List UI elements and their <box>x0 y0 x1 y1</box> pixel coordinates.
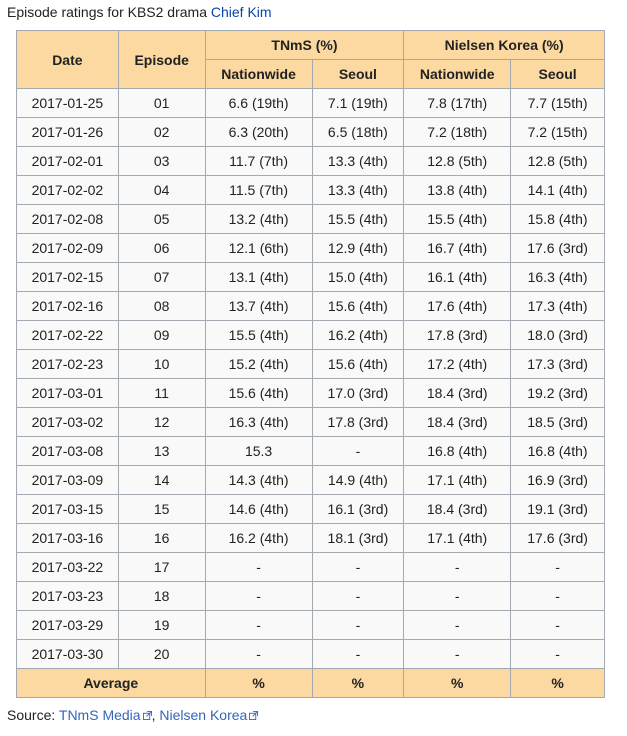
cell-date: 2017-03-01 <box>17 379 119 408</box>
cell-date: 2017-02-22 <box>17 321 119 350</box>
cell-episode: 18 <box>118 582 205 611</box>
cell-tnms-nationwide: 15.6 (4th) <box>205 379 312 408</box>
cell-nielsen-nationwide: - <box>404 640 511 669</box>
cell-tnms-seoul: 16.2 (4th) <box>312 321 404 350</box>
cell-tnms-seoul: 16.1 (3rd) <box>312 495 404 524</box>
cell-nielsen-seoul: 19.2 (3rd) <box>511 379 605 408</box>
cell-tnms-seoul: - <box>312 640 404 669</box>
cell-nielsen-nationwide: - <box>404 582 511 611</box>
source-separator: , <box>151 707 160 723</box>
cell-nielsen-seoul: 15.8 (4th) <box>511 205 605 234</box>
cell-tnms-seoul: 14.9 (4th) <box>312 466 404 495</box>
cell-date: 2017-03-02 <box>17 408 119 437</box>
cell-tnms-seoul: 17.8 (3rd) <box>312 408 404 437</box>
cell-nielsen-nationwide: 18.4 (3rd) <box>404 379 511 408</box>
cell-date: 2017-03-15 <box>17 495 119 524</box>
table-row <box>17 350 605 379</box>
cell-nielsen-seoul: - <box>511 611 605 640</box>
cell-episode: 09 <box>118 321 205 350</box>
table-row <box>17 611 605 640</box>
cell-tnms-nationwide: 13.2 (4th) <box>205 205 312 234</box>
cell-nielsen-nationwide: 16.1 (4th) <box>404 263 511 292</box>
cell-episode: 08 <box>118 292 205 321</box>
cell-nielsen-nationwide: 17.1 (4th) <box>404 466 511 495</box>
cell-tnms-seoul: 17.0 (3rd) <box>312 379 404 408</box>
cell-tnms-nationwide: 11.7 (7th) <box>205 147 312 176</box>
cell-nielsen-nationwide: 16.8 (4th) <box>404 437 511 466</box>
table-row <box>17 466 605 495</box>
cell-episode: 17 <box>118 553 205 582</box>
header-row-top <box>17 31 605 60</box>
cell-nielsen-nationwide: - <box>404 611 511 640</box>
cell-date: 2017-02-15 <box>17 263 119 292</box>
cell-tnms-seoul: 13.3 (4th) <box>312 147 404 176</box>
cell-tnms-nationwide: 16.3 (4th) <box>205 408 312 437</box>
cell-date: 2017-02-09 <box>17 234 119 263</box>
table-row <box>17 234 605 263</box>
cell-nielsen-nationwide: - <box>404 553 511 582</box>
source-link-nielsen[interactable] <box>159 707 258 723</box>
cell-nielsen-seoul: 7.2 (15th) <box>511 118 605 147</box>
cell-date: 2017-03-22 <box>17 553 119 582</box>
cell-tnms-seoul: 18.1 (3rd) <box>312 524 404 553</box>
table-row <box>17 176 605 205</box>
ratings-table <box>16 30 605 698</box>
cell-tnms-nationwide: 11.5 (7th) <box>205 176 312 205</box>
cell-date: 2017-02-23 <box>17 350 119 379</box>
cell-tnms-seoul: - <box>312 437 404 466</box>
cell-date: 2017-03-16 <box>17 524 119 553</box>
table-row <box>17 408 605 437</box>
cell-nielsen-seoul: - <box>511 553 605 582</box>
caption-prefix: Episode ratings for KBS2 drama <box>7 4 211 20</box>
cell-nielsen-seoul: 19.1 (3rd) <box>511 495 605 524</box>
header-nielsen-seoul: Seoul <box>511 60 605 89</box>
cell-tnms-seoul: 15.6 (4th) <box>312 292 404 321</box>
cell-episode: 11 <box>118 379 205 408</box>
cell-episode: 01 <box>118 89 205 118</box>
cell-episode: 19 <box>118 611 205 640</box>
source-link-tnms-label: TNmS Media <box>58 707 141 723</box>
cell-tnms-seoul: 15.6 (4th) <box>312 350 404 379</box>
table-row <box>17 553 605 582</box>
cell-episode: 20 <box>118 640 205 669</box>
table-caption <box>7 4 272 20</box>
cell-tnms-seoul: - <box>312 611 404 640</box>
cell-episode: 07 <box>118 263 205 292</box>
cell-nielsen-nationwide: 16.7 (4th) <box>404 234 511 263</box>
table-row <box>17 292 605 321</box>
table-row <box>17 582 605 611</box>
table-row <box>17 89 605 118</box>
cell-date: 2017-03-23 <box>17 582 119 611</box>
cell-tnms-nationwide: 13.7 (4th) <box>205 292 312 321</box>
cell-episode: 06 <box>118 234 205 263</box>
cell-date: 2017-01-25 <box>17 89 119 118</box>
cell-nielsen-seoul: 16.3 (4th) <box>511 263 605 292</box>
cell-tnms-nationwide: 12.1 (6th) <box>205 234 312 263</box>
cell-tnms-seoul: 15.5 (4th) <box>312 205 404 234</box>
cell-nielsen-nationwide: 17.8 (3rd) <box>404 321 511 350</box>
table-row <box>17 321 605 350</box>
cell-date: 2017-02-08 <box>17 205 119 234</box>
cell-date: 2017-02-16 <box>17 292 119 321</box>
table-row <box>17 495 605 524</box>
cell-tnms-seoul: 15.0 (4th) <box>312 263 404 292</box>
cell-nielsen-seoul: - <box>511 582 605 611</box>
cell-tnms-nationwide: 15.2 (4th) <box>205 350 312 379</box>
table-row <box>17 524 605 553</box>
table-row <box>17 263 605 292</box>
cell-episode: 03 <box>118 147 205 176</box>
header-episode: Episode <box>118 31 205 89</box>
cell-tnms-nationwide: 14.3 (4th) <box>205 466 312 495</box>
cell-date: 2017-03-30 <box>17 640 119 669</box>
cell-tnms-nationwide: 15.3 <box>205 437 312 466</box>
cell-nielsen-nationwide: 7.2 (18th) <box>404 118 511 147</box>
cell-episode: 02 <box>118 118 205 147</box>
cell-tnms-nationwide: 15.5 (4th) <box>205 321 312 350</box>
cell-episode: 05 <box>118 205 205 234</box>
cell-episode: 13 <box>118 437 205 466</box>
cell-nielsen-nationwide: 7.8 (17th) <box>404 89 511 118</box>
cell-nielsen-seoul: 16.9 (3rd) <box>511 466 605 495</box>
cell-nielsen-seoul: 14.1 (4th) <box>511 176 605 205</box>
table-row <box>17 640 605 669</box>
cell-tnms-seoul: - <box>312 553 404 582</box>
cell-episode: 10 <box>118 350 205 379</box>
table-row <box>17 379 605 408</box>
external-link-icon <box>249 711 258 720</box>
header-nielsen-nationwide: Nationwide <box>404 60 511 89</box>
header-tnms-seoul: Seoul <box>312 60 404 89</box>
table-body <box>17 89 605 669</box>
cell-tnms-seoul: 13.3 (4th) <box>312 176 404 205</box>
cell-nielsen-nationwide: 17.1 (4th) <box>404 524 511 553</box>
cell-nielsen-nationwide: 17.6 (4th) <box>404 292 511 321</box>
table-row <box>17 118 605 147</box>
cell-nielsen-nationwide: 18.4 (3rd) <box>404 408 511 437</box>
cell-nielsen-seoul: 17.6 (3rd) <box>511 524 605 553</box>
cell-episode: 15 <box>118 495 205 524</box>
cell-date: 2017-03-08 <box>17 437 119 466</box>
cell-tnms-nationwide: 13.1 (4th) <box>205 263 312 292</box>
cell-nielsen-seoul: 16.8 (4th) <box>511 437 605 466</box>
average-row <box>17 669 605 698</box>
cell-tnms-nationwide: - <box>205 640 312 669</box>
cell-nielsen-seoul: - <box>511 640 605 669</box>
cell-tnms-nationwide: 6.6 (19th) <box>205 89 312 118</box>
cell-nielsen-seoul: 17.3 (4th) <box>511 292 605 321</box>
cell-tnms-nationwide: 14.6 (4th) <box>205 495 312 524</box>
source-link-nielsen-label: Nielsen Korea <box>159 707 248 723</box>
cell-tnms-nationwide: 6.3 (20th) <box>205 118 312 147</box>
cell-date: 2017-03-29 <box>17 611 119 640</box>
source-line <box>7 707 258 723</box>
average-tnms-nationwide: % <box>205 669 312 698</box>
cell-episode: 14 <box>118 466 205 495</box>
header-tnms: TNmS (%) <box>205 31 404 60</box>
cell-tnms-nationwide: - <box>205 582 312 611</box>
cell-nielsen-nationwide: 12.8 (5th) <box>404 147 511 176</box>
average-nielsen-seoul: % <box>511 669 605 698</box>
cell-date: 2017-03-09 <box>17 466 119 495</box>
cell-episode: 16 <box>118 524 205 553</box>
cell-nielsen-seoul: 17.6 (3rd) <box>511 234 605 263</box>
header-date: Date <box>17 31 119 89</box>
cell-nielsen-nationwide: 13.8 (4th) <box>404 176 511 205</box>
cell-tnms-seoul: 7.1 (19th) <box>312 89 404 118</box>
average-nielsen-nationwide: % <box>404 669 511 698</box>
cell-tnms-seoul: - <box>312 582 404 611</box>
caption-link-chief-kim[interactable]: Chief Kim <box>210 4 272 20</box>
cell-date: 2017-01-26 <box>17 118 119 147</box>
cell-nielsen-nationwide: 15.5 (4th) <box>404 205 511 234</box>
table-row <box>17 147 605 176</box>
table-row <box>17 205 605 234</box>
header-nielsen: Nielsen Korea (%) <box>404 31 605 60</box>
cell-nielsen-nationwide: 18.4 (3rd) <box>404 495 511 524</box>
table-row <box>17 437 605 466</box>
source-prefix: Source: <box>7 707 59 723</box>
cell-tnms-nationwide: 16.2 (4th) <box>205 524 312 553</box>
cell-nielsen-seoul: 17.3 (3rd) <box>511 350 605 379</box>
cell-nielsen-seoul: 7.7 (15th) <box>511 89 605 118</box>
cell-episode: 04 <box>118 176 205 205</box>
header-tnms-nationwide: Nationwide <box>205 60 312 89</box>
external-link-icon <box>143 711 152 720</box>
cell-date: 2017-02-02 <box>17 176 119 205</box>
cell-tnms-seoul: 12.9 (4th) <box>312 234 404 263</box>
source-link-tnms[interactable] <box>59 707 152 723</box>
cell-nielsen-nationwide: 17.2 (4th) <box>404 350 511 379</box>
cell-tnms-nationwide: - <box>205 611 312 640</box>
cell-tnms-seoul: 6.5 (18th) <box>312 118 404 147</box>
average-label: Average <box>17 669 206 698</box>
cell-date: 2017-02-01 <box>17 147 119 176</box>
cell-nielsen-seoul: 18.5 (3rd) <box>511 408 605 437</box>
cell-nielsen-seoul: 18.0 (3rd) <box>511 321 605 350</box>
cell-episode: 12 <box>118 408 205 437</box>
average-tnms-seoul: % <box>312 669 404 698</box>
cell-nielsen-seoul: 12.8 (5th) <box>511 147 605 176</box>
cell-tnms-nationwide: - <box>205 553 312 582</box>
